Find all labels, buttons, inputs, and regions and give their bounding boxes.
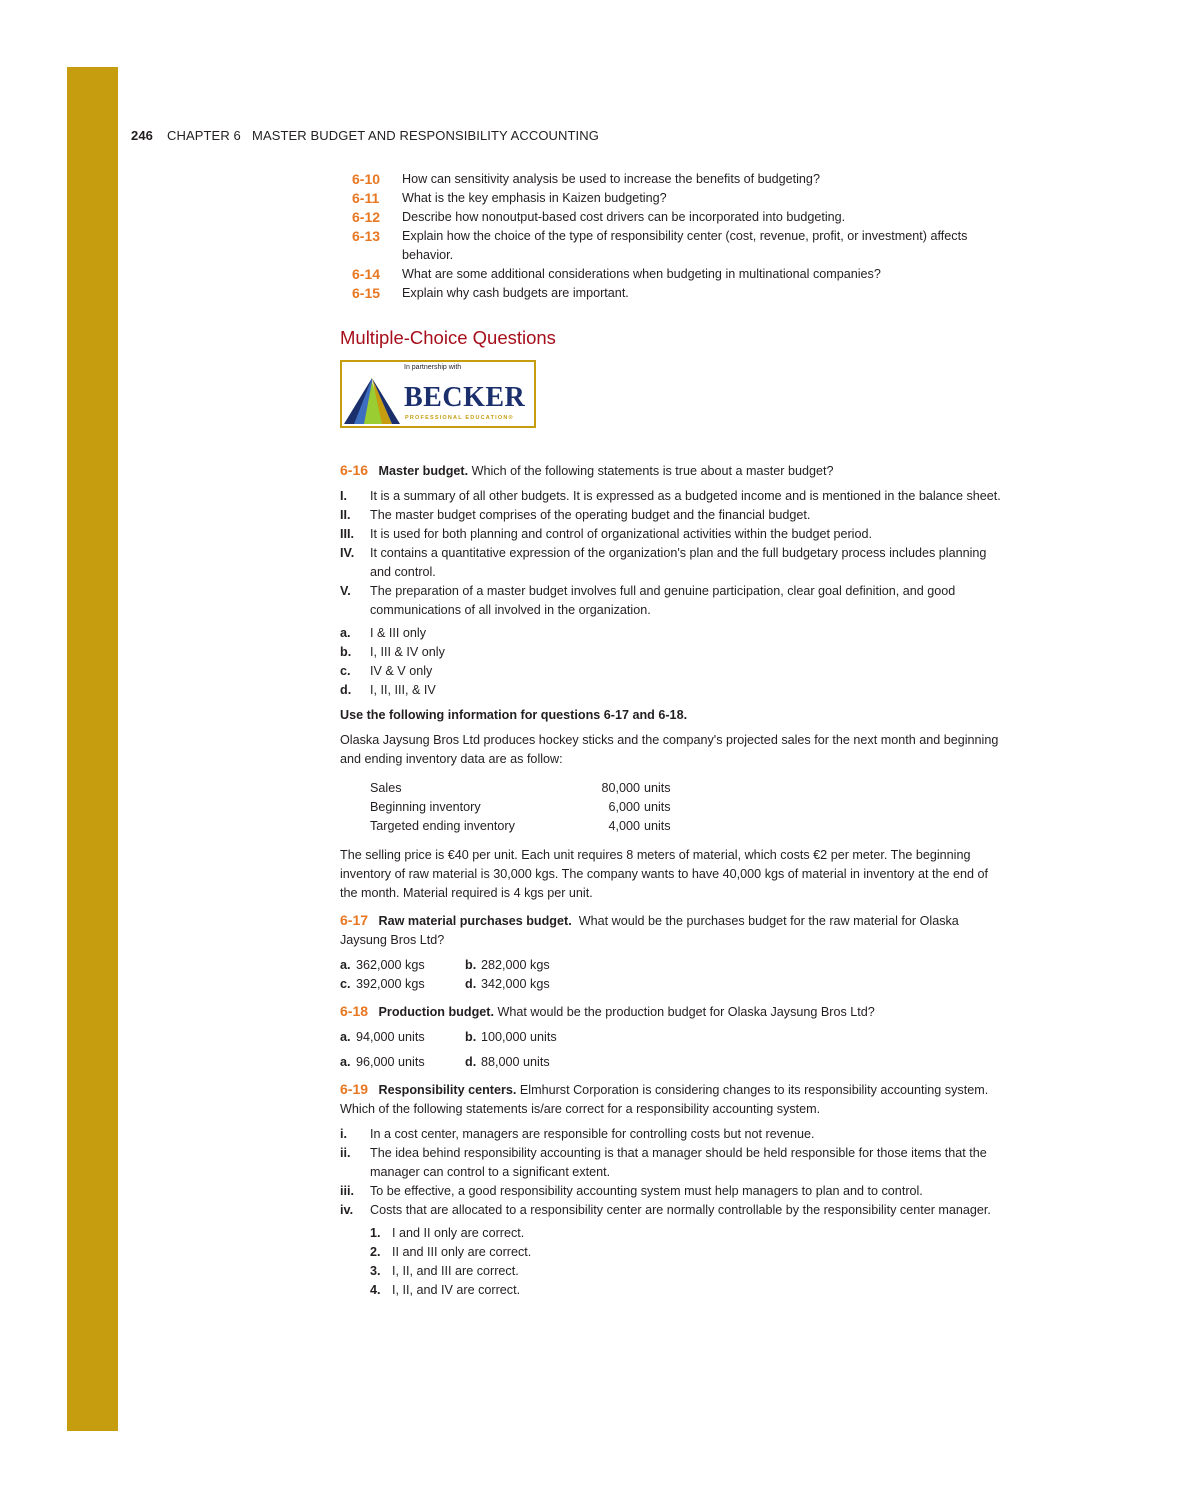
statement-text: To be effective, a good responsibility accounting system must help managers to plan and to control. — [370, 1184, 923, 1198]
question-text: What would be the production budget for Olaska Jaysung Bros Ltd? — [497, 1005, 875, 1019]
question-text: What would be the purchases budget for the raw material for Olaska Jaysung Bros Ltd? — [340, 914, 959, 947]
question-text: Which of the following statements is true about a master budget? — [471, 464, 834, 478]
inventory-label: Sales — [370, 781, 402, 795]
option-label: a. — [340, 626, 351, 640]
statement-label: II. — [340, 508, 351, 522]
statement-text: The master budget comprises of the operating budget and the financial budget. — [370, 508, 811, 522]
info-heading-text: Use the following information for questions 6-17 and 6-18. — [340, 708, 688, 722]
answer-options — [340, 624, 1008, 700]
question-6-17 — [340, 911, 1008, 994]
question-title: Master budget. — [378, 464, 469, 478]
option-label: b. — [340, 645, 352, 659]
info-intro: Olaska Jaysung Bros Ltd produces hockey sticks and the company's projected sales for the next month and beginning and ending inventory data are as follow: — [340, 733, 999, 766]
option-label: b. — [465, 958, 477, 972]
option-text: I, II, and IV are correct. — [392, 1283, 521, 1297]
question-number: 6-18 — [340, 1003, 369, 1019]
statement-text: It is a summary of all other budgets. It is expressed as a budgeted income and is mentioned in the balance sheet. — [370, 489, 1001, 503]
info-details: The selling price is €40 per unit. Each unit requires 8 meters of material, which costs €2 per meter. The beginning inventory of raw material is 30,000 kgs. The company wants to have 40,000 kgs of material in inventory at the end of the month. Material required is 4 kgs per unit. — [340, 848, 988, 900]
question-number: 6-10 — [352, 171, 381, 187]
page-number: 246 — [131, 128, 153, 143]
option-label: 4. — [370, 1283, 381, 1297]
question-item — [340, 189, 1008, 208]
question-text: Elmhurst Corporation is considering changes to its responsibility accounting system. Which of the following statements is/are correct for a responsibility accounting system. — [340, 1083, 989, 1116]
answer-option — [370, 1224, 1008, 1243]
becker-logo — [340, 360, 536, 428]
option-text: IV & V only — [370, 664, 433, 678]
chapter-title: MASTER BUDGET AND RESPONSIBILITY ACCOUNTING — [252, 128, 599, 143]
option-label: a. — [340, 1055, 351, 1069]
page-content — [340, 170, 1008, 1300]
statement-item — [340, 1144, 1008, 1182]
question-number: 6-16 — [340, 462, 369, 478]
answer-option — [465, 1028, 590, 1047]
option-label: c. — [340, 664, 351, 678]
option-label: 1. — [370, 1226, 381, 1240]
question-title: Production budget. — [378, 1005, 494, 1019]
question-number: 6-19 — [340, 1081, 369, 1097]
statement-label: I. — [340, 489, 347, 503]
inventory-value: 80,000 — [601, 781, 640, 795]
statement-label: iii. — [340, 1184, 354, 1198]
question-text: What are some additional considerations when budgeting in multinational companies? — [402, 267, 881, 281]
answer-option — [370, 1262, 1008, 1281]
option-text: 282,000 kgs — [481, 958, 550, 972]
answer-option — [340, 643, 1008, 662]
statement-text: Costs that are allocated to a responsibility center are normally controllable by the responsibility center manager. — [370, 1203, 991, 1217]
question-6-16 — [340, 461, 1008, 700]
inventory-row — [370, 798, 1008, 817]
option-text: 96,000 units — [356, 1055, 425, 1069]
section-title: Multiple-Choice Questions — [340, 327, 556, 348]
question-text: What is the key emphasis in Kaizen budgeting? — [402, 191, 667, 205]
option-label: b. — [465, 1030, 477, 1044]
info-heading — [340, 706, 1008, 725]
statement-item — [340, 544, 1008, 582]
option-label: d. — [465, 1055, 477, 1069]
question-number: 6-17 — [340, 912, 369, 928]
statement-item — [340, 525, 1008, 544]
question-text: Explain how the choice of the type of responsibility center (cost, revenue, profit, or investment) affects behavior. — [402, 229, 968, 262]
statement-text: It contains a quantitative expression of the organization's plan and the full budgetary process includes planning and control. — [370, 546, 987, 579]
statement-label: iv. — [340, 1203, 354, 1217]
logo-partner-text: In partnership with — [404, 364, 462, 371]
option-text: 94,000 units — [356, 1030, 425, 1044]
answer-options — [340, 1028, 1008, 1072]
option-label: a. — [340, 1030, 351, 1044]
answer-option — [340, 1028, 465, 1047]
statement-item — [340, 1201, 1008, 1220]
option-text: I, III & IV only — [370, 645, 445, 659]
option-label: a. — [340, 958, 351, 972]
inventory-value: 6,000 — [608, 800, 640, 814]
option-label: 3. — [370, 1264, 381, 1278]
answer-option — [370, 1243, 1008, 1262]
statement-text: It is used for both planning and control of organizational activities within the budget period. — [370, 527, 872, 541]
question-title: Responsibility centers. — [378, 1083, 517, 1097]
answer-option — [465, 975, 590, 994]
option-label: d. — [465, 977, 477, 991]
answer-option — [340, 624, 1008, 643]
answer-option — [340, 662, 1008, 681]
page-sidebar-bar — [67, 67, 118, 1431]
inventory-label: Beginning inventory — [370, 800, 481, 814]
option-text: 100,000 units — [481, 1030, 557, 1044]
logo-tagline: PROFESSIONAL EDUCATION® — [405, 415, 514, 421]
review-questions — [340, 170, 1008, 303]
option-text: I & III only — [370, 626, 426, 640]
question-item — [340, 170, 1008, 189]
logo-brand: BECKER — [404, 382, 526, 413]
option-text: II and III only are correct. — [392, 1245, 532, 1259]
q17-stem — [340, 911, 1008, 950]
q16-stem — [340, 461, 1008, 481]
answer-option — [340, 956, 465, 975]
running-header — [131, 128, 599, 143]
q18-stem — [340, 1002, 1008, 1022]
question-number: 6-11 — [352, 190, 380, 206]
statement-item — [340, 487, 1008, 506]
option-label: 2. — [370, 1245, 381, 1259]
statement-text: The idea behind responsibility accounting is that a manager should be held responsible for those items that the manager can control to a significant extent. — [370, 1146, 987, 1179]
answer-options — [340, 956, 1008, 994]
question-6-18 — [340, 1002, 1008, 1072]
option-text: 342,000 kgs — [481, 977, 550, 991]
option-text: I and II only are correct. — [392, 1226, 525, 1240]
question-number: 6-14 — [352, 266, 381, 282]
answer-option — [465, 1053, 590, 1072]
statement-item — [340, 1182, 1008, 1201]
option-label: d. — [340, 683, 352, 697]
option-text: 392,000 kgs — [356, 977, 425, 991]
question-item — [340, 284, 1008, 303]
question-text: How can sensitivity analysis be used to increase the benefits of budgeting? — [402, 172, 820, 186]
statement-item — [340, 582, 1008, 620]
statement-label: i. — [340, 1127, 347, 1141]
answer-option — [370, 1281, 1008, 1300]
inventory-unit: units — [644, 819, 671, 833]
option-label: c. — [340, 977, 351, 991]
answer-option — [340, 975, 465, 994]
question-text: Describe how nonoutput-based cost drivers can be incorporated into budgeting. — [402, 210, 846, 224]
question-item — [340, 227, 1008, 265]
option-text: I, II, III, & IV — [370, 683, 436, 697]
question-number: 6-12 — [352, 209, 381, 225]
question-6-19 — [340, 1080, 1008, 1300]
statement-item — [340, 1125, 1008, 1144]
becker-mountain-icon — [342, 372, 402, 426]
inventory-value: 4,000 — [608, 819, 640, 833]
inventory-label: Targeted ending inventory — [370, 819, 515, 833]
answer-options — [370, 1224, 1008, 1300]
question-title: Raw material purchases budget. — [378, 914, 572, 928]
question-item — [340, 265, 1008, 284]
statement-label: IV. — [340, 546, 355, 560]
question-number: 6-15 — [352, 285, 381, 301]
statement-label: III. — [340, 527, 354, 541]
inventory-row — [370, 779, 1008, 798]
inventory-unit: units — [644, 800, 671, 814]
option-text: 362,000 kgs — [356, 958, 425, 972]
inventory-table — [370, 779, 1008, 836]
option-text: I, II, and III are correct. — [392, 1264, 519, 1278]
question-number: 6-13 — [352, 228, 381, 244]
question-text: Explain why cash budgets are important. — [402, 286, 629, 300]
answer-option — [340, 1053, 465, 1072]
answer-option — [340, 681, 1008, 700]
chapter-label: CHAPTER 6 — [167, 128, 241, 143]
statement-item — [340, 506, 1008, 525]
q19-stem — [340, 1080, 1008, 1119]
inventory-row — [370, 817, 1008, 836]
answer-option — [465, 956, 590, 975]
statement-text: The preparation of a master budget involves full and genuine participation, clear goal definition, and good communications of all involved in the organization. — [370, 584, 956, 617]
statement-label: V. — [340, 584, 351, 598]
inventory-unit: units — [644, 781, 671, 795]
option-text: 88,000 units — [481, 1055, 550, 1069]
statement-label: ii. — [340, 1146, 351, 1160]
statement-text: In a cost center, managers are responsible for controlling costs but not revenue. — [370, 1127, 815, 1141]
question-item — [340, 208, 1008, 227]
